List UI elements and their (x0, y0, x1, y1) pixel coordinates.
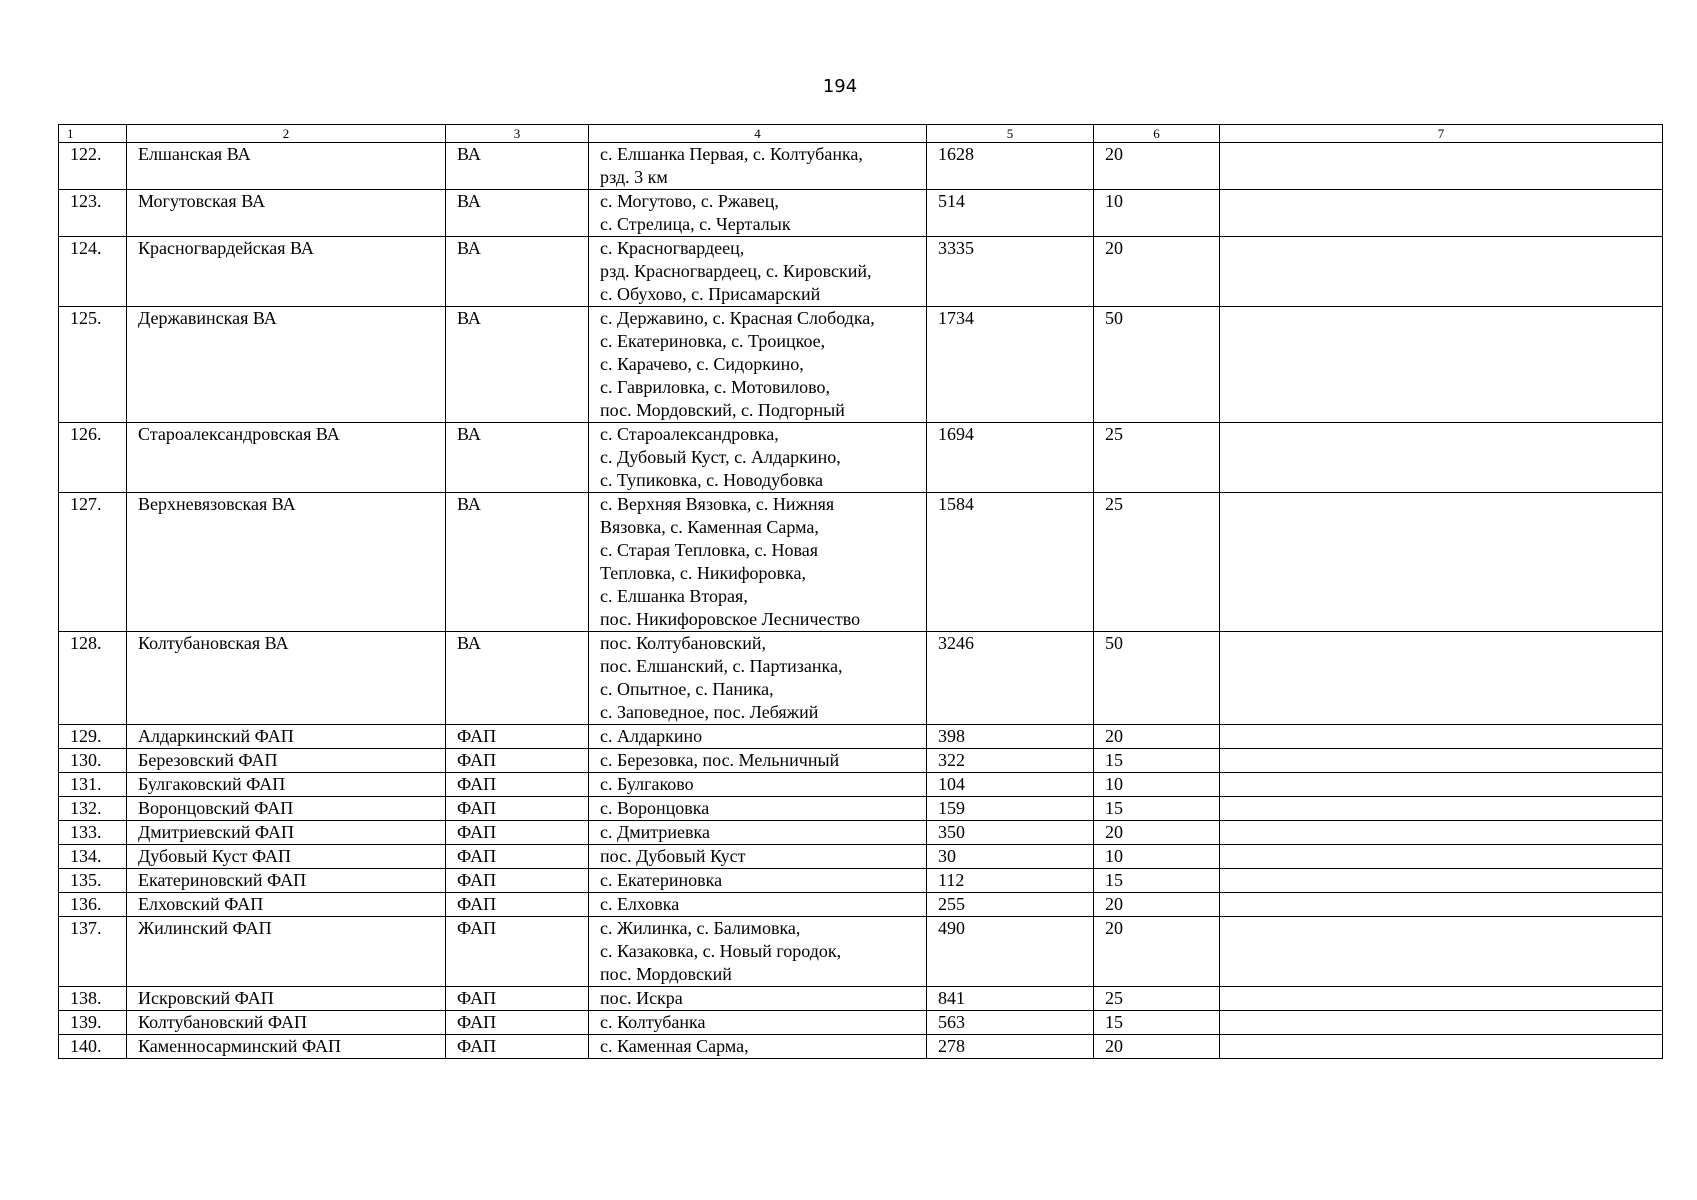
population-count: 1734 (927, 307, 1094, 423)
served-settlements: с. Булгаково (589, 773, 927, 797)
table-row (59, 307, 1663, 423)
facility-name: Державинская ВА (127, 307, 446, 423)
facilities-table (58, 124, 1663, 1059)
header-cell-4: 4 (589, 125, 927, 143)
population-count: 490 (927, 917, 1094, 987)
table-body (59, 143, 1663, 1059)
table-row (59, 1011, 1663, 1035)
distance-value: 50 (1094, 307, 1220, 423)
facility-name: Екатериновский ФАП (127, 869, 446, 893)
facility-name: Дубовый Куст ФАП (127, 845, 446, 869)
distance-value: 20 (1094, 893, 1220, 917)
facility-name: Елшанская ВА (127, 143, 446, 190)
distance-value: 10 (1094, 773, 1220, 797)
distance-value: 15 (1094, 797, 1220, 821)
distance-value: 15 (1094, 1011, 1220, 1035)
population-count: 563 (927, 1011, 1094, 1035)
row-number: 130. (59, 749, 127, 773)
header-cell-6: 6 (1094, 125, 1220, 143)
distance-value: 15 (1094, 749, 1220, 773)
facility-type: ФАП (446, 773, 589, 797)
note-cell (1220, 1035, 1663, 1059)
facility-type: ВА (446, 493, 589, 632)
distance-value: 20 (1094, 1035, 1220, 1059)
population-count: 398 (927, 725, 1094, 749)
facility-type: ФАП (446, 1035, 589, 1059)
table-row (59, 749, 1663, 773)
population-count: 3335 (927, 237, 1094, 307)
distance-value: 20 (1094, 917, 1220, 987)
facility-name: Каменносарминский ФАП (127, 1035, 446, 1059)
facility-type: ФАП (446, 725, 589, 749)
table-row (59, 917, 1663, 987)
header-row (59, 125, 1663, 143)
served-settlements: с. Красногвардеец, рзд. Красногвардеец, с. Кировский, с. Обухово, с. Присамарский (589, 237, 927, 307)
facility-type: ВА (446, 237, 589, 307)
row-number: 125. (59, 307, 127, 423)
note-cell (1220, 893, 1663, 917)
row-number: 127. (59, 493, 127, 632)
row-number: 133. (59, 821, 127, 845)
facility-type: ВА (446, 190, 589, 237)
table-row (59, 725, 1663, 749)
distance-value: 20 (1094, 725, 1220, 749)
facility-name: Красногвардейская ВА (127, 237, 446, 307)
note-cell (1220, 987, 1663, 1011)
population-count: 159 (927, 797, 1094, 821)
page-number: 194 (822, 76, 858, 97)
table-row (59, 1035, 1663, 1059)
population-count: 278 (927, 1035, 1094, 1059)
row-number: 132. (59, 797, 127, 821)
distance-value: 10 (1094, 845, 1220, 869)
table-row (59, 893, 1663, 917)
distance-value: 20 (1094, 821, 1220, 845)
note-cell (1220, 493, 1663, 632)
note-cell (1220, 190, 1663, 237)
facility-name: Могутовская ВА (127, 190, 446, 237)
served-settlements: пос. Колтубановский, пос. Елшанский, с. Партизанка, с. Опытное, с. Паника, с. Заповедное, пос. Лебяжий (589, 632, 927, 725)
facility-type: ВА (446, 632, 589, 725)
served-settlements: с. Алдаркино (589, 725, 927, 749)
table-row (59, 869, 1663, 893)
distance-value: 10 (1094, 190, 1220, 237)
note-cell (1220, 632, 1663, 725)
facility-name: Дмитриевский ФАП (127, 821, 446, 845)
distance-value: 25 (1094, 987, 1220, 1011)
population-count: 350 (927, 821, 1094, 845)
served-settlements: с. Березовка, пос. Мельничный (589, 749, 927, 773)
facility-name: Староалександровская ВА (127, 423, 446, 493)
note-cell (1220, 143, 1663, 190)
row-number: 129. (59, 725, 127, 749)
note-cell (1220, 307, 1663, 423)
note-cell (1220, 797, 1663, 821)
facility-type: ВА (446, 307, 589, 423)
header-cell-7: 7 (1220, 125, 1663, 143)
facility-type: ФАП (446, 917, 589, 987)
distance-value: 15 (1094, 869, 1220, 893)
table-row (59, 797, 1663, 821)
facility-type: ФАП (446, 845, 589, 869)
row-number: 140. (59, 1035, 127, 1059)
served-settlements: с. Елховка (589, 893, 927, 917)
distance-value: 50 (1094, 632, 1220, 725)
table-row (59, 190, 1663, 237)
served-settlements: с. Колтубанка (589, 1011, 927, 1035)
population-count: 112 (927, 869, 1094, 893)
facility-type: ФАП (446, 893, 589, 917)
table-row (59, 493, 1663, 632)
facility-type: ВА (446, 423, 589, 493)
header-cell-3: 3 (446, 125, 589, 143)
row-number: 137. (59, 917, 127, 987)
facility-name: Жилинский ФАП (127, 917, 446, 987)
table-row (59, 845, 1663, 869)
served-settlements: с. Жилинка, с. Балимовка, с. Казаковка, с. Новый городок, пос. Мордовский (589, 917, 927, 987)
population-count: 1628 (927, 143, 1094, 190)
note-cell (1220, 749, 1663, 773)
note-cell (1220, 845, 1663, 869)
facility-name: Колтубановская ВА (127, 632, 446, 725)
header-cell-1: 1 (59, 125, 127, 143)
header-cell-5: 5 (927, 125, 1094, 143)
population-count: 1584 (927, 493, 1094, 632)
table-row (59, 773, 1663, 797)
row-number: 139. (59, 1011, 127, 1035)
note-cell (1220, 1011, 1663, 1035)
population-count: 255 (927, 893, 1094, 917)
row-number: 131. (59, 773, 127, 797)
served-settlements: с. Староалександровка, с. Дубовый Куст, с. Алдаркино, с. Тупиковка, с. Новодубовка (589, 423, 927, 493)
table-row (59, 632, 1663, 725)
note-cell (1220, 237, 1663, 307)
row-number: 134. (59, 845, 127, 869)
note-cell (1220, 917, 1663, 987)
population-count: 322 (927, 749, 1094, 773)
row-number: 126. (59, 423, 127, 493)
facility-type: ФАП (446, 749, 589, 773)
note-cell (1220, 869, 1663, 893)
population-count: 3246 (927, 632, 1094, 725)
served-settlements: с. Верхняя Вязовка, с. Нижняя Вязовка, с. Каменная Сарма, с. Старая Тепловка, с. Новая Тепловка, с. Никифоровка, с. Елшанка Вторая, пос. Никифоровское Лесничество (589, 493, 927, 632)
served-settlements: с. Дмитриевка (589, 821, 927, 845)
served-settlements: с. Елшанка Первая, с. Колтубанка, рзд. 3 км (589, 143, 927, 190)
facility-name: Березовский ФАП (127, 749, 446, 773)
population-count: 514 (927, 190, 1094, 237)
note-cell (1220, 773, 1663, 797)
distance-value: 25 (1094, 423, 1220, 493)
note-cell (1220, 821, 1663, 845)
facility-type: ФАП (446, 1011, 589, 1035)
served-settlements: с. Каменная Сарма, (589, 1035, 927, 1059)
facility-type: ВА (446, 143, 589, 190)
facility-name: Булгаковский ФАП (127, 773, 446, 797)
row-number: 135. (59, 869, 127, 893)
served-settlements: с. Державино, с. Красная Слободка, с. Екатериновка, с. Троицкое, с. Карачево, с. Сидоркино, с. Гавриловка, с. Мотовилово, пос. Мордовский, с. Подгорный (589, 307, 927, 423)
table-row (59, 821, 1663, 845)
population-count: 30 (927, 845, 1094, 869)
facility-type: ФАП (446, 987, 589, 1011)
row-number: 123. (59, 190, 127, 237)
table-row (59, 143, 1663, 190)
served-settlements: с. Могутово, с. Ржавец, с. Стрелица, с. Черталык (589, 190, 927, 237)
served-settlements: пос. Дубовый Куст (589, 845, 927, 869)
facility-name: Воронцовский ФАП (127, 797, 446, 821)
facility-type: ФАП (446, 869, 589, 893)
population-count: 104 (927, 773, 1094, 797)
population-count: 1694 (927, 423, 1094, 493)
facility-type: ФАП (446, 797, 589, 821)
row-number: 124. (59, 237, 127, 307)
facility-name: Колтубановский ФАП (127, 1011, 446, 1035)
served-settlements: с. Екатериновка (589, 869, 927, 893)
header-cell-2: 2 (127, 125, 446, 143)
row-number: 128. (59, 632, 127, 725)
table-row (59, 237, 1663, 307)
distance-value: 20 (1094, 143, 1220, 190)
table-row (59, 423, 1663, 493)
facility-type: ФАП (446, 821, 589, 845)
served-settlements: с. Воронцовка (589, 797, 927, 821)
facility-name: Елховский ФАП (127, 893, 446, 917)
row-number: 138. (59, 987, 127, 1011)
facility-name: Алдаркинский ФАП (127, 725, 446, 749)
row-number: 122. (59, 143, 127, 190)
note-cell (1220, 725, 1663, 749)
row-number: 136. (59, 893, 127, 917)
distance-value: 25 (1094, 493, 1220, 632)
population-count: 841 (927, 987, 1094, 1011)
facility-name: Верхневязовская ВА (127, 493, 446, 632)
table-row (59, 987, 1663, 1011)
note-cell (1220, 423, 1663, 493)
served-settlements: пос. Искра (589, 987, 927, 1011)
distance-value: 20 (1094, 237, 1220, 307)
facility-name: Искровский ФАП (127, 987, 446, 1011)
